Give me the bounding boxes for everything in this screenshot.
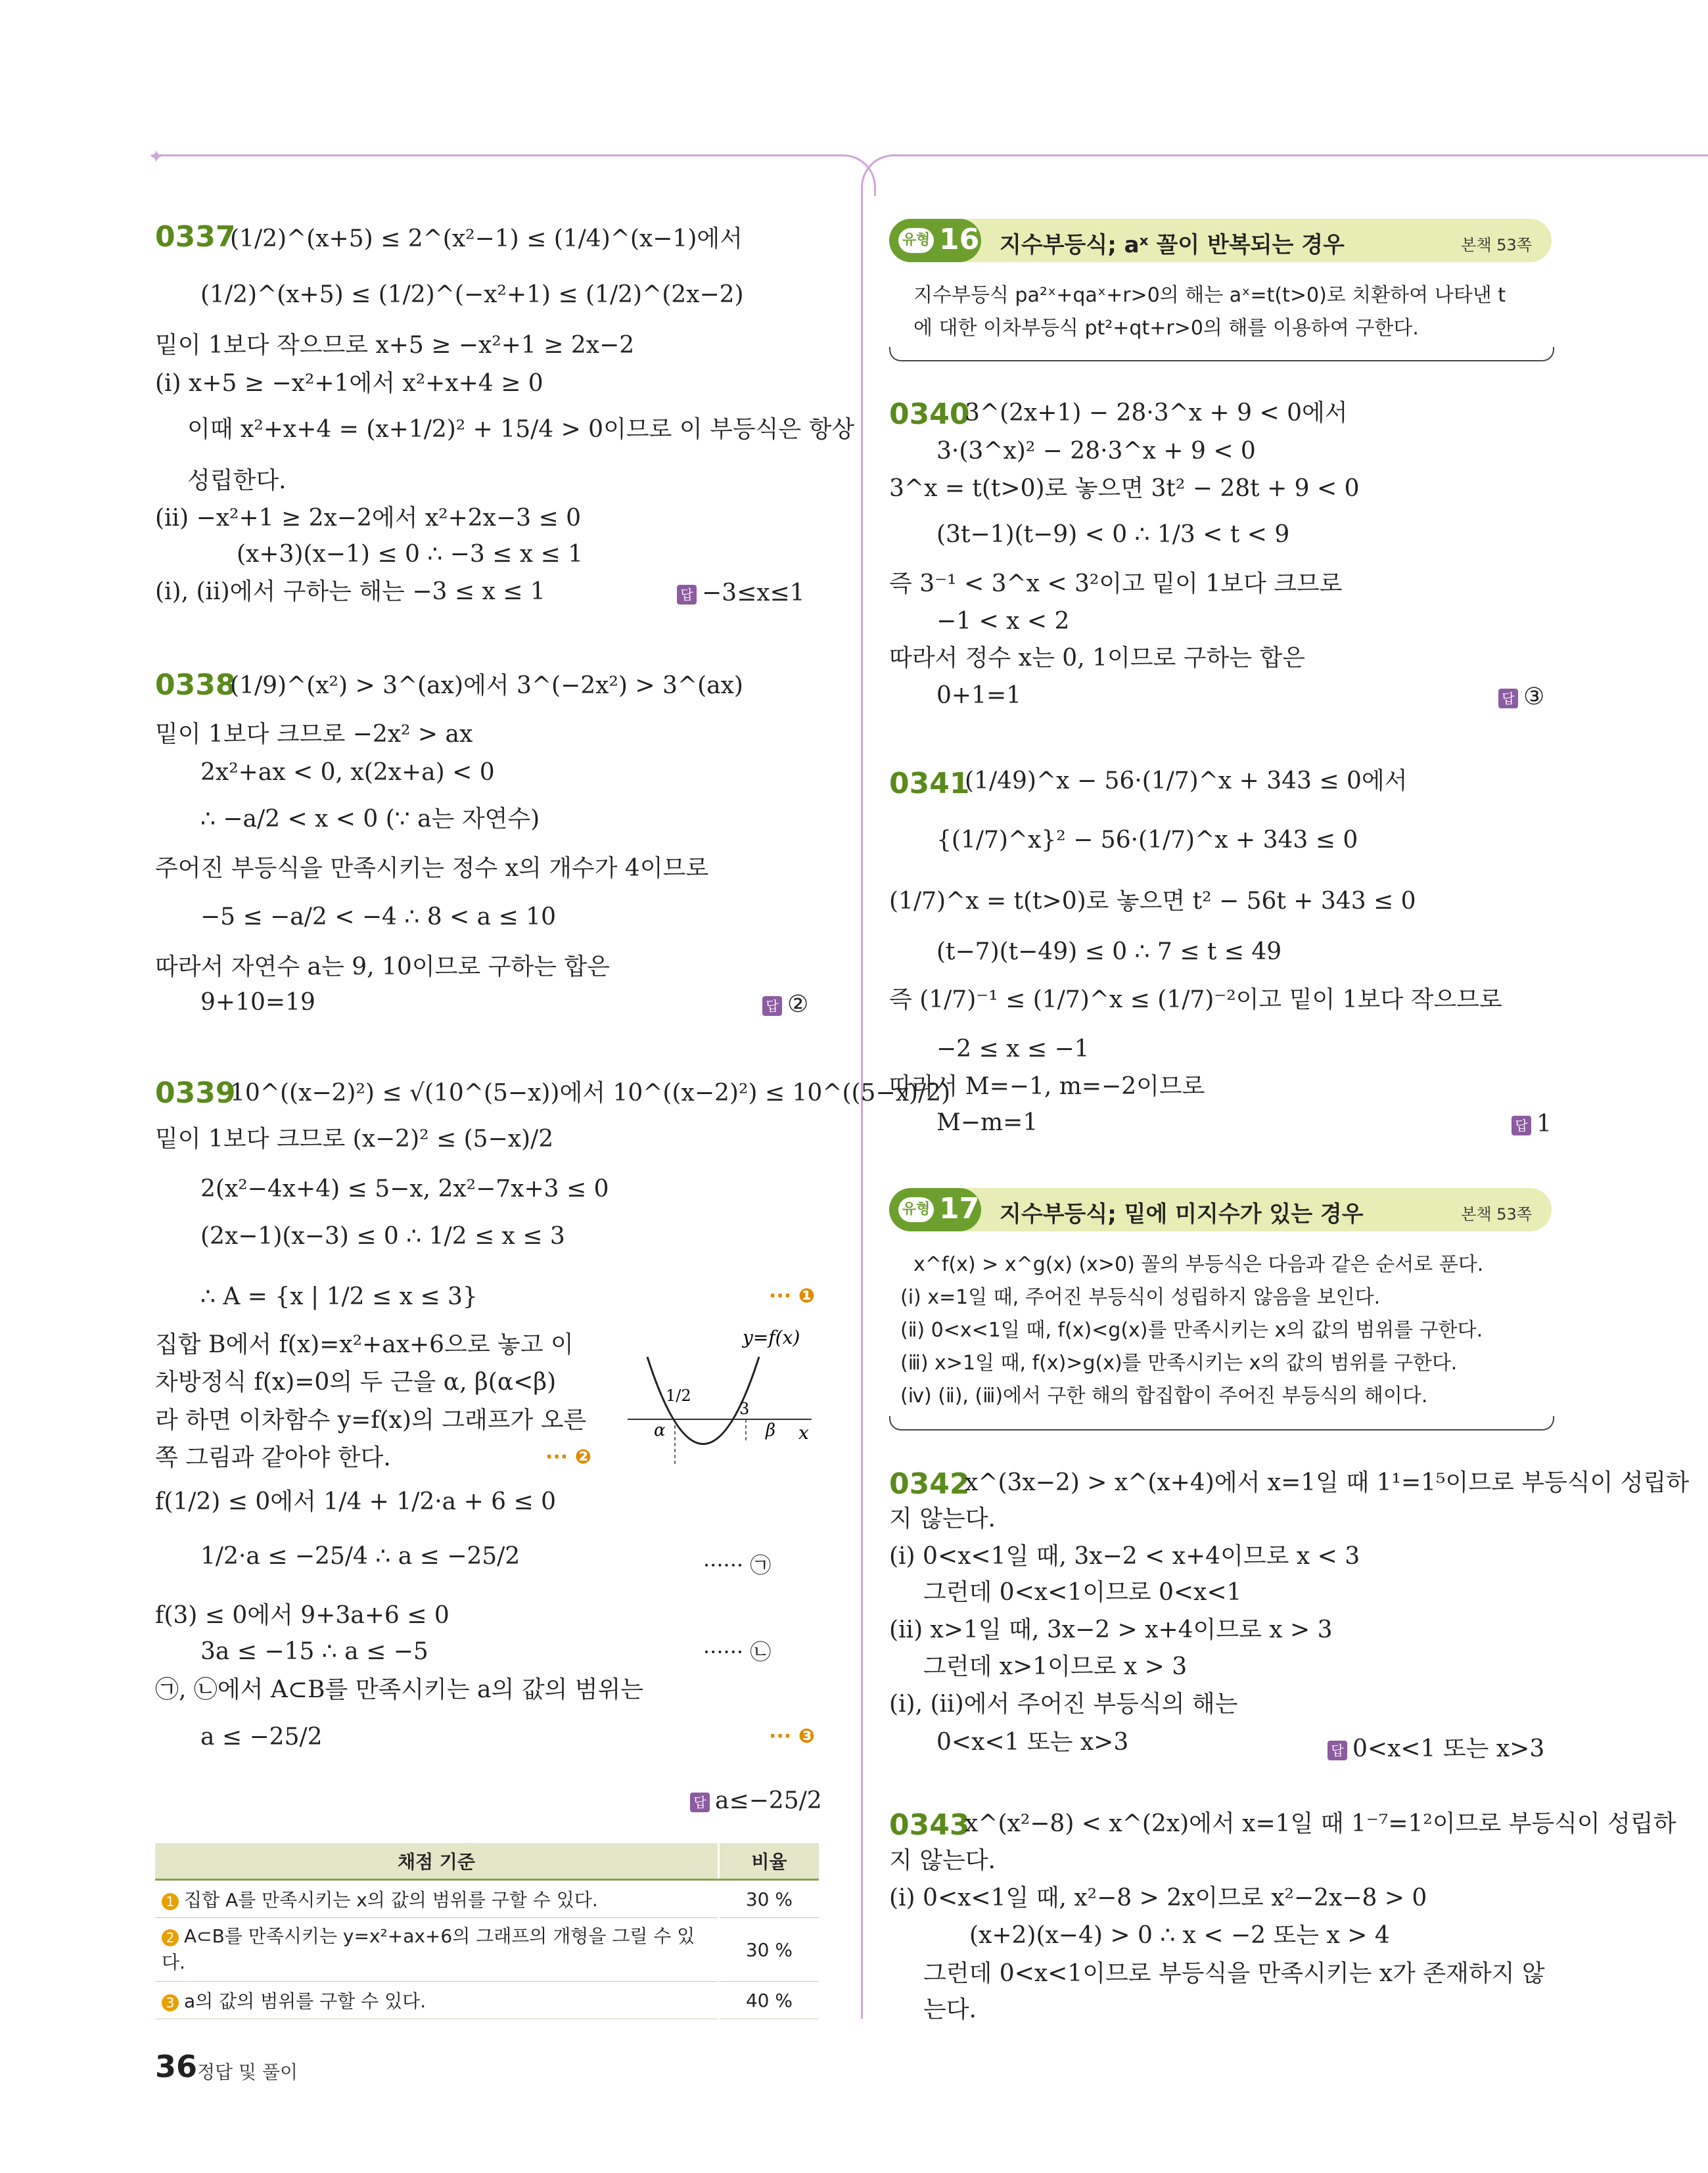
step-marker: ··· ❷ — [545, 1446, 592, 1469]
solution-line: x^(3x−2) > x^(x+4)에서 x=1일 때 1¹=1⁵이므로 부등식이 성립하 — [965, 1469, 1690, 1496]
solution-line: 주어진 부등식을 만족시키는 정수 x의 개수가 4이므로 — [155, 855, 709, 882]
type-note: (ⅲ) x>1일 때, f(x)>g(x)를 만족시키는 x의 값의 범위를 구한다. — [900, 1352, 1458, 1375]
table-header: 채점 기준 — [155, 1843, 718, 1880]
type-badge — [889, 219, 981, 262]
solution-line: {(1/7)^x}² − 56·(1/7)^x + 343 ≤ 0 — [936, 827, 1358, 854]
table-cell: 30 % — [718, 1880, 819, 1918]
solution-line: (x+2)(x−4) > 0 ∴ x < −2 또는 x > 4 — [969, 1922, 1390, 1949]
footer-label: 정답 및 풀이 — [197, 2061, 298, 2083]
table-header: 비율 — [718, 1843, 819, 1880]
solution-line: M−m=1 — [936, 1109, 1038, 1136]
type-note: (ⅰ) x=1일 때, 주어진 부등식이 성립하지 않음을 보인다. — [900, 1286, 1381, 1309]
step-marker: ··· ❸ — [769, 1725, 816, 1748]
table-cell — [155, 1918, 718, 1982]
answer-value: −3≤x≤1 — [702, 580, 805, 606]
solution-line: 1/2·a ≤ −25/4 ∴ a ≤ −25/2 — [200, 1543, 520, 1570]
solution-line: 2x²+ax < 0, x(2x+a) < 0 — [200, 759, 495, 786]
solution-line: 밑이 1보다 크므로 −2x² > ax — [155, 721, 473, 748]
equation-mark: ······ ㉠ — [703, 1553, 772, 1578]
solution-line: ㉠, ㉡에서 A⊂B를 만족시키는 a의 값의 범위는 — [155, 1676, 644, 1703]
solution-line: −2 ≤ x ≤ −1 — [936, 1036, 1090, 1063]
solution-line: (1/49)^x − 56·(1/7)^x + 343 ≤ 0에서 — [965, 767, 1408, 794]
table-row — [155, 1918, 819, 1982]
solution-line: (ⅰ), (ⅱ)에서 주어진 부등식의 해는 — [889, 1691, 1238, 1718]
solution-line: (ⅰ) 0<x<1일 때, 3x−2 < x+4이므로 x < 3 — [889, 1543, 1360, 1570]
table-cell — [155, 1880, 718, 1918]
table-cell: 40 % — [718, 1982, 819, 2019]
type-reference: 본책 53쪽 — [1461, 236, 1532, 254]
solution-line: 쪽 그림과 같아야 한다. — [155, 1444, 391, 1471]
table-row — [155, 1982, 819, 2019]
solution-line: 즉 3⁻¹ < 3^x < 3²이고 밑이 1보다 크므로 — [889, 570, 1343, 597]
solution-line: 그런데 0<x<1이므로 부등식을 만족시키는 x가 존재하지 않 — [923, 1960, 1545, 1987]
type-note: 지수부등식 pa²ˣ+qaˣ+r>0의 해는 aˣ=t(t>0)로 치환하여 나타낸 t — [913, 284, 1506, 307]
column-divider-curve-right — [861, 154, 896, 196]
type-note: x^f(x) > x^g(x) (x>0) 꼴의 부등식은 다음과 같은 순서로 푼다. — [913, 1253, 1484, 1276]
problem-number: 0342 — [889, 1467, 970, 1501]
answer-value: a≤−25/2 — [715, 1787, 822, 1814]
type-title: 지수부등식; 밑에 미지수가 있는 경우 — [1000, 1201, 1364, 1227]
answer-mark-icon: 답 — [677, 585, 697, 605]
top-rule-right — [894, 154, 1708, 156]
solution-line: 0<x<1 또는 x>3 — [936, 1729, 1129, 1756]
type-badge-label: 유형 — [898, 1197, 934, 1222]
page-number: 36 — [155, 2049, 198, 2084]
type-badge-number: 17 — [939, 1192, 980, 1225]
solution-line: 그런데 x>1이므로 x > 3 — [923, 1653, 1188, 1680]
type-title: 지수부등식; aˣ 꼴이 반복되는 경우 — [1000, 232, 1345, 258]
solution-line: (ⅱ) x>1일 때, 3x−2 > x+4이므로 x > 3 — [889, 1616, 1333, 1643]
note-bracket — [889, 1416, 1554, 1430]
three-label: 3 — [739, 1400, 750, 1418]
solution-line: −5 ≤ −a/2 < −4 ∴ 8 < a ≤ 10 — [200, 904, 556, 930]
solution-line: 는다. — [923, 1996, 977, 2023]
problem-number: 0337 — [155, 220, 236, 254]
answer — [1498, 683, 1544, 710]
solution-line: (3t−1)(t−9) < 0 ∴ 1/3 < t < 9 — [936, 521, 1290, 548]
answer-mark-icon: 답 — [690, 1793, 710, 1812]
solution-line: 그런데 0<x<1이므로 0<x<1 — [923, 1579, 1242, 1606]
problem-number: 0338 — [155, 668, 236, 702]
bullet-icon: 3 — [162, 1994, 179, 2011]
solution-line: 따라서 자연수 a는 9, 10이므로 구하는 합은 — [155, 953, 610, 980]
solution-line: 성립한다. — [187, 467, 287, 494]
solution-line: a ≤ −25/2 — [200, 1724, 323, 1750]
solution-line: (1/7)^x = t(t>0)로 놓으면 t² − 56t + 343 ≤ 0 — [889, 888, 1416, 915]
type-reference: 본책 53쪽 — [1461, 1205, 1532, 1224]
parabola-graph — [621, 1327, 821, 1492]
note-bracket — [889, 347, 1554, 361]
criterion-text: A⊂B를 만족시키는 y=x²+ax+6의 그래프의 개형을 그릴 수 있다. — [162, 1925, 695, 1973]
solution-line: (t−7)(t−49) ≤ 0 ∴ 7 ≤ t ≤ 49 — [936, 938, 1282, 965]
type-header-17 — [889, 1188, 1552, 1231]
alpha-label: α — [654, 1421, 666, 1440]
answer — [677, 580, 805, 606]
answer-value: ③ — [1523, 683, 1545, 710]
solution-line: f(1/2) ≤ 0에서 1/4 + 1/2·a + 6 ≤ 0 — [155, 1488, 557, 1515]
criterion-text: a의 값의 범위를 구할 수 있다. — [184, 1990, 427, 2012]
solution-line: (ⅰ) 0<x<1일 때, x²−8 > 2x이므로 x²−2x−8 > 0 — [889, 1885, 1427, 1911]
half-label: 1/2 — [666, 1386, 691, 1405]
top-rule-star-icon: ✦ — [149, 146, 164, 168]
problem-number: 0341 — [889, 767, 970, 800]
answer — [762, 991, 808, 1018]
solution-line: (1/2)^(x+5) ≤ (1/2)^(−x²+1) ≤ (1/2)^(2x−2) — [200, 281, 744, 308]
solution-line: 차방정식 f(x)=0의 두 근을 α, β(α<β) — [155, 1369, 557, 1396]
problem-number: 0339 — [155, 1076, 236, 1110]
solution-line: 3·(3^x)² − 28·3^x + 9 < 0 — [936, 438, 1256, 465]
solution-line: ∴ A = {x | 1/2 ≤ x ≤ 3} — [200, 1283, 478, 1310]
bullet-icon: 1 — [162, 1893, 179, 1910]
solution-line: 0+1=1 — [936, 682, 1022, 709]
solution-line: 3^(2x+1) − 28·3^x + 9 < 0에서 — [965, 400, 1348, 426]
solution-line: (1/9)^(x²) > 3^(ax)에서 3^(−2x²) > 3^(ax) — [230, 672, 743, 699]
answer — [1327, 1730, 1544, 1764]
answer-value: ② — [787, 991, 809, 1018]
type-badge-label: 유형 — [898, 228, 934, 253]
solution-line: (ⅰ), (ⅱ)에서 구하는 해는 −3 ≤ x ≤ 1 — [155, 578, 545, 605]
answer-value: 0<x<1 또는 x>3 — [1352, 1735, 1545, 1762]
solution-line: 따라서 정수 x는 0, 1이므로 구하는 합은 — [889, 645, 1306, 672]
solution-line: 집합 B에서 f(x)=x²+ax+6으로 놓고 이 — [155, 1331, 574, 1358]
table-cell: 30 % — [718, 1918, 819, 1982]
answer — [1512, 1110, 1552, 1137]
type-note: (ⅳ) (ⅱ), (ⅲ)에서 구한 해의 합집합이 주어진 부등식의 해이다. — [900, 1384, 1428, 1407]
table-row — [155, 1880, 819, 1918]
solution-line: (ⅱ) −x²+1 ≥ 2x−2에서 x²+2x−3 ≤ 0 — [155, 505, 581, 532]
solution-line: 2(x²−4x+4) ≤ 5−x, 2x²−7x+3 ≤ 0 — [200, 1176, 609, 1202]
answer-mark-icon: 답 — [1512, 1116, 1531, 1135]
scoring-table — [155, 1843, 819, 2019]
solution-line: x^(x²−8) < x^(2x)에서 x=1일 때 1⁻⁷=1²이므로 부등식이 성립하 — [965, 1810, 1676, 1837]
x-axis-label: x — [798, 1422, 809, 1444]
solution-line: (1/2)^(x+5) ≤ 2^(x²−1) ≤ (1/4)^(x−1)에서 — [230, 225, 743, 252]
step-marker: ··· ❶ — [769, 1285, 816, 1308]
problem-number: 0340 — [889, 398, 970, 431]
solution-line: 밑이 1보다 작으므로 x+5 ≥ −x²+1 ≥ 2x−2 — [155, 332, 635, 359]
solution-line: 밑이 1보다 크므로 (x−2)² ≤ (5−x)/2 — [155, 1126, 554, 1153]
solution-line: (x+3)(x−1) ≤ 0 ∴ −3 ≤ x ≤ 1 — [237, 541, 584, 568]
solution-line: (2x−1)(x−3) ≤ 0 ∴ 1/2 ≤ x ≤ 3 — [200, 1223, 565, 1250]
beta-label: β — [766, 1421, 776, 1440]
solution-line: 3^x = t(t>0)로 놓으면 3t² − 28t + 9 < 0 — [889, 475, 1360, 502]
table-cell — [155, 1982, 718, 2019]
type-note: 에 대한 이차부등식 pt²+qt+r>0의 해를 이용하여 구한다. — [913, 317, 1419, 340]
top-rule — [151, 154, 841, 156]
answer-mark-icon: 답 — [1327, 1741, 1347, 1760]
type-badge-number: 16 — [939, 223, 980, 256]
solution-line: 이때 x²+x+4 = (x+1/2)² + 15/4 > 0이므로 이 부등식은 항상 — [187, 416, 855, 443]
equation-mark: ······ ㉡ — [703, 1639, 772, 1664]
answer-mark-icon: 답 — [762, 996, 782, 1016]
solution-line: 즉 (1/7)⁻¹ ≤ (1/7)^x ≤ (1/7)⁻²이고 밑이 1보다 작으므로 — [889, 986, 1502, 1013]
func-label: y=f(x) — [743, 1327, 800, 1348]
problem-number: 0343 — [889, 1808, 970, 1842]
answer-value: 1 — [1536, 1110, 1552, 1137]
type-header-16 — [889, 219, 1552, 262]
criterion-text: 집합 A를 만족시키는 x의 값의 범위를 구할 수 있다. — [184, 1889, 598, 1911]
solution-line: ∴ −a/2 < x < 0 (∵ a는 자연수) — [200, 806, 540, 833]
solution-line: 지 않는다. — [889, 1847, 996, 1874]
solution-line: −1 < x < 2 — [936, 608, 1070, 635]
answer-mark-icon: 답 — [1498, 689, 1518, 708]
type-note: (ⅱ) 0<x<1일 때, f(x)<g(x)를 만족시키는 x의 값의 범위를 구한다. — [900, 1319, 1483, 1342]
solution-line: f(3) ≤ 0에서 9+3a+6 ≤ 0 — [155, 1602, 450, 1629]
solution-line: 9+10=19 — [200, 989, 315, 1016]
solution-line: 지 않는다. — [889, 1505, 996, 1532]
solution-line: 3a ≤ −15 ∴ a ≤ −5 — [200, 1638, 428, 1665]
answer — [690, 1787, 822, 1814]
bullet-icon: 2 — [162, 1929, 179, 1946]
solution-line: (ⅰ) x+5 ≥ −x²+1에서 x²+x+4 ≥ 0 — [155, 370, 543, 397]
solution-line: 라 하면 이차함수 y=f(x)의 그래프가 오른 — [155, 1407, 587, 1434]
type-badge — [889, 1188, 981, 1231]
solution-line: 따라서 M=−1, m=−2이므로 — [889, 1073, 1205, 1100]
solution-line: 10^((x−2)²) ≤ √(10^(5−x))에서 10^((x−2)²) ≤ 10^((5−x)/2) — [230, 1080, 951, 1107]
